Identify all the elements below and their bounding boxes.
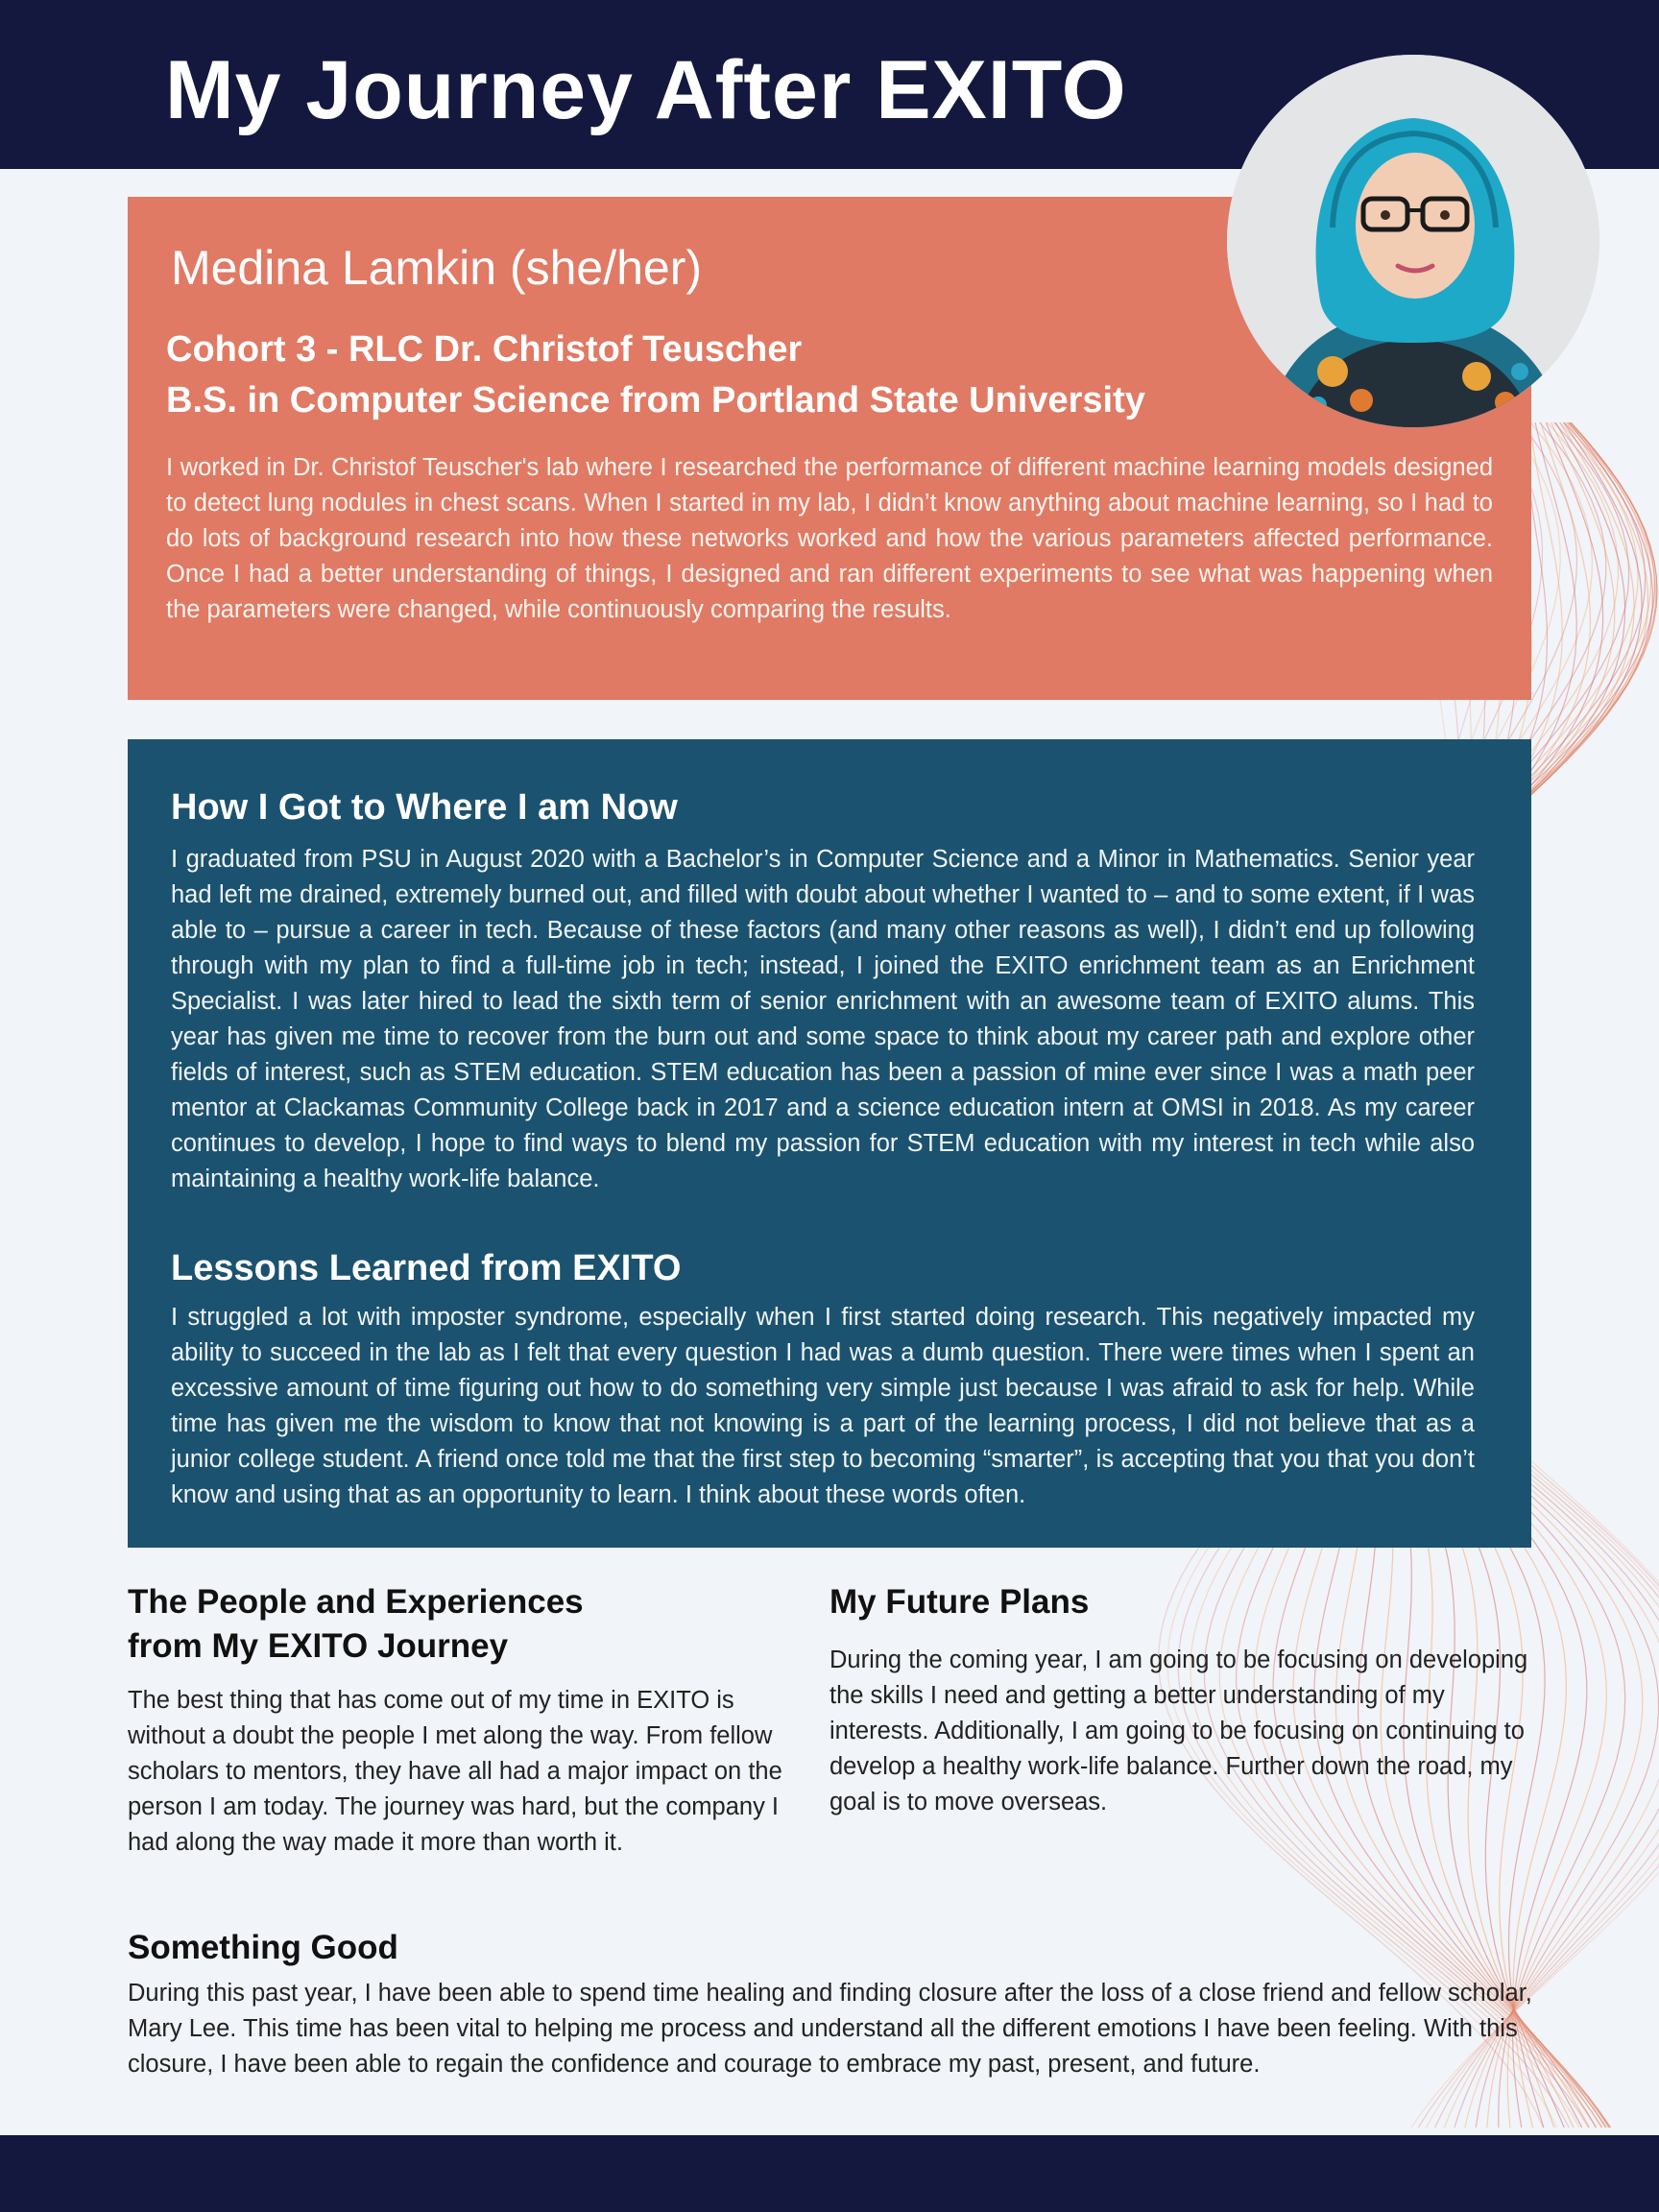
how-i-got-here-text: I graduated from PSU in August 2020 with a Bachelor’s in Computer Science and a Minor in Mathematics. Senior year had left me drained, extremely burned out, and filled with doubt about whether I wanted to – and to some extent, if I was able to – pursue a career in tech. Because of these factors (and many other reasons as well), I didn’t end up following through with my plan to find a full-time job in tech; instead, I joined the EXITO enrichment team as an Enrichment Specialist. I was later hired to lead the sixth term of senior enrichment with an awesome team of EXITO alums. This year has given me time to recover from the burn out and some space to think about my career path and explore other fields of interest, such as STEM education. STEM education has been a passion of mine ever since I was a math peer mentor at Clackamas Community College back in 2017 and a science education intern at OMSI in 2018. As my career continues to develop, I hope to find ways to blend my passion for STEM education with my interest in tech while also maintaining a healthy work-life balance.	[171, 846, 1475, 1192]
profile-cohort: Cohort 3 - RLC Dr. Christof Teuscher	[166, 329, 803, 370]
profile-bio: I worked in Dr. Christof Teuscher's lab where I researched the performance of different machine learning models designed to detect lung nodules in chest scans. When I started in my lab, I didn’t know anything about machine learning, so I had to do lots of background research into how these networks worked and how the various parameters affected performance. Once I had a better understanding of things, I designed and ran different experiments to see what was happening when the parameters were changed, while continuously comparing the results.	[166, 454, 1493, 623]
story-card	[128, 739, 1531, 1548]
future-text: During the coming year, I am going to be focusing on developing the skills I need and getting a better understanding of my interests. Additionally, I am going to be focusing on continuing to develop a healthy work-life balance. Further down the road, my goal is to move overseas.	[830, 1647, 1528, 1815]
people-heading-line2: from My EXITO Journey	[128, 1627, 509, 1665]
how-i-got-here-heading: How I Got to Where I am Now	[171, 787, 678, 828]
future-heading: My Future Plans	[830, 1583, 1090, 1621]
footer-band	[0, 2135, 1659, 2212]
people-text: The best thing that has come out of my time in EXITO is without a doubt the people I met along the way. From fellow scholars to mentors, they have all had a major impact on the person I am today. The journey was hard, but the company I had along the way made it more than worth it.	[128, 1687, 782, 1856]
page-title: My Journey After EXITO	[165, 44, 1127, 136]
profile-degree: B.S. in Computer Science from Portland State University	[166, 380, 1145, 421]
avatar-portrait-icon	[1227, 55, 1599, 427]
lessons-heading: Lessons Learned from EXITO	[171, 1248, 682, 1288]
something-good-heading: Something Good	[128, 1929, 398, 1966]
avatar	[1227, 55, 1599, 427]
profile-name: Medina Lamkin (she/her)	[171, 241, 703, 295]
people-heading	[128, 1580, 761, 1669]
something-good-text: During this past year, I have been able to spend time healing and finding closure after the loss of a close friend and fellow scholar, Mary Lee. This time has been vital to helping me process and understand all the different emotions I have been feeling. With this closure, I have been able to regain the confidence and courage to embrace my past, present, and future.	[128, 1980, 1532, 2078]
people-heading-line1: The People and Experiences	[128, 1583, 584, 1621]
lessons-text: I struggled a lot with imposter syndrome, especially when I first started doing research. This negatively impacted my ability to succeed in the lab as I felt that every question I had was a dumb question. There were times when I spent an excessive amount of time figuring out how to do something very simple just because I was afraid to ask for help. While time has given me the wisdom to know that not knowing is a part of the learning process, I did not believe that as a junior college student. A friend once told me that the first step to becoming “smarter”, is accepting that you that you don’t know and using that as an opportunity to learn. I think about these words often.	[171, 1304, 1475, 1508]
